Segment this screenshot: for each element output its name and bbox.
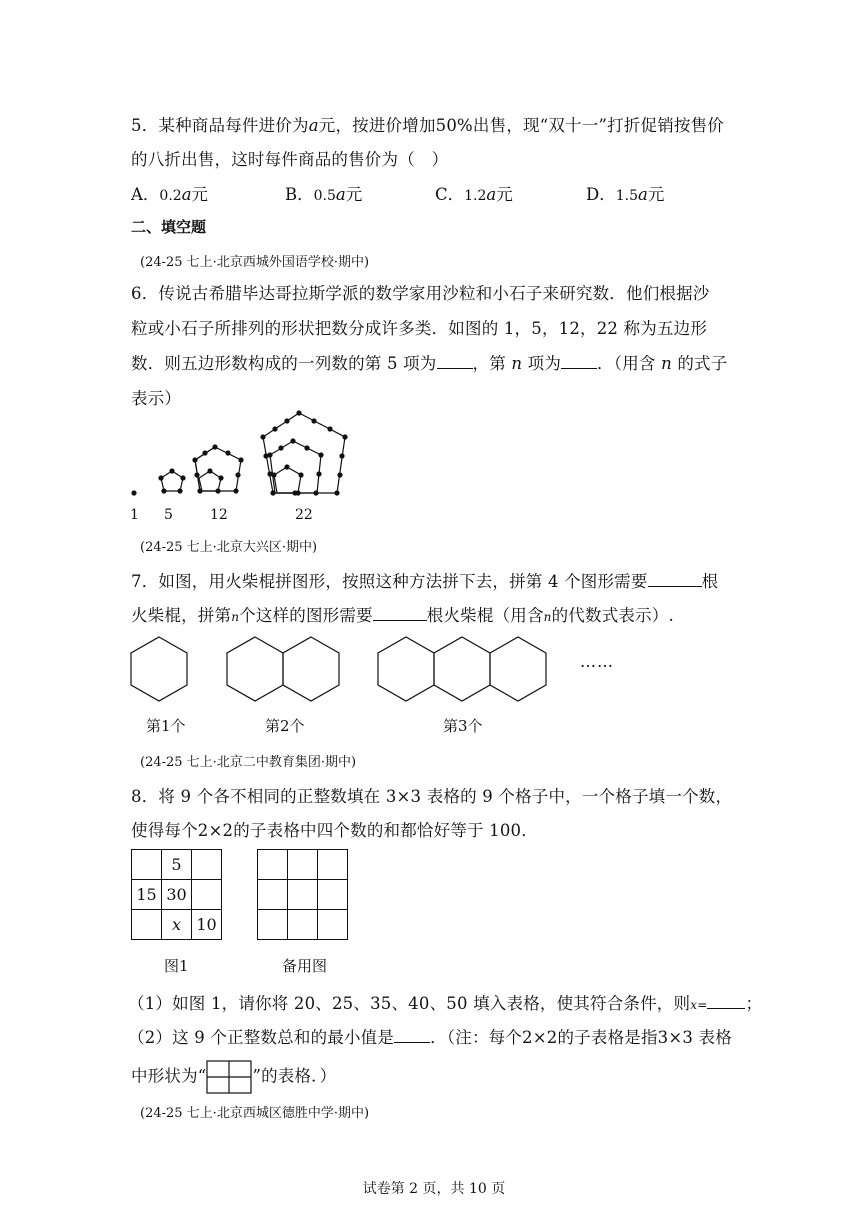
q8-line1: 8．将 9 个各不相同的正整数填在 3×3 表格的 9 个格子中，一个格子填一个数， <box>131 787 733 806</box>
q8-part2-line2 <box>131 1060 336 1094</box>
grid-cell <box>258 880 288 910</box>
q7-variable: n <box>543 610 552 624</box>
spare-figure-label: 备用图 <box>282 957 328 975</box>
figure-label-5: 5 <box>164 507 173 523</box>
q7-text: 的代数式表示）. <box>551 606 674 625</box>
grid-cell <box>318 910 348 940</box>
grid-cell <box>288 880 318 910</box>
option-coef: 1.5 <box>615 188 638 204</box>
grid-cell: 30 <box>162 880 192 910</box>
option-var: a <box>181 185 192 204</box>
q6-source: (24-25 七上·北京西城外国语学校·期中) <box>140 255 370 270</box>
q7-text: 根 <box>701 572 719 591</box>
grid-spare <box>257 849 348 940</box>
q8-line2: 使得每个2×2的子表格中四个数的和都恰好等于 100． <box>131 821 538 840</box>
section-title: 二、填空题 <box>131 218 207 236</box>
option-coef: 1.2 <box>464 188 487 204</box>
pentagon-5 <box>159 469 185 493</box>
figure-label-1: 1 <box>130 507 139 523</box>
option-label: A． <box>131 185 160 204</box>
q6-text: 项为 <box>527 354 562 373</box>
q7-text: 个这样的图形需要 <box>239 606 373 625</box>
grid-cell <box>132 850 162 880</box>
q5-line1 <box>131 112 724 136</box>
option-coef: 0.2 <box>159 188 182 204</box>
q6-text: 的式子 <box>677 354 728 373</box>
page-footer: 试卷第 2 页，共 10 页 <box>362 1181 506 1197</box>
q7-variable: n <box>231 610 240 624</box>
q8-text: ； <box>745 994 763 1013</box>
q8-part1 <box>128 990 762 1014</box>
option-unit: 元 <box>647 185 665 204</box>
grid-cell <box>318 880 348 910</box>
grid-figure-1 <box>131 849 222 940</box>
grid-cell: 10 <box>192 910 222 940</box>
q8-source: (24-25 七上·北京二中教育集团·期中) <box>140 755 357 770</box>
figure-label-12: 12 <box>210 507 228 523</box>
grid-cell <box>192 880 222 910</box>
option-var: a <box>486 185 497 204</box>
q8-text: （2）这 9 个正整数总和的最小值是 <box>128 1028 395 1047</box>
grid-cell: 5 <box>162 850 192 880</box>
q5-variable: a <box>308 116 319 135</box>
answer-blank[interactable] <box>707 994 745 1009</box>
q6-line4: 表示） <box>131 389 182 408</box>
q5-option-b <box>285 181 362 205</box>
q6-line3 <box>131 350 727 374</box>
option-label: C． <box>435 185 465 204</box>
grid-cell: x <box>162 910 192 940</box>
option-label: D． <box>586 185 616 204</box>
q6-variable: n <box>661 354 672 373</box>
figure-label-third: 第3个 <box>443 717 483 735</box>
pentagon-dot <box>132 491 136 495</box>
q7-line1 <box>131 568 718 592</box>
q7-source: (24-25 七上·北京大兴区·期中) <box>140 540 318 555</box>
next-question-source: (24-25 七上·北京西城区德胜中学·期中) <box>140 1106 370 1121</box>
grid-cell <box>288 910 318 940</box>
q6-text: ．（用含 <box>597 354 656 373</box>
q6-line2: 粒或小石子所排列的形状把数分成许多类．如图的 1，5，12，22 称为五边形 <box>131 319 708 338</box>
option-var: a <box>638 185 648 204</box>
q6-text: 数．则五边形数构成的一列数的第 5 项为 <box>131 354 437 373</box>
grid-cell <box>288 850 318 880</box>
figure-label-first: 第1个 <box>146 717 186 735</box>
hexagon-1 <box>131 637 187 701</box>
figure-label-second: 第2个 <box>265 717 305 735</box>
q8-text: ”的表格．） <box>252 1066 337 1086</box>
q5-option-d <box>586 181 664 205</box>
answer-blank[interactable] <box>648 572 702 587</box>
pentagon-22 <box>261 411 347 495</box>
q6-line1: 6．传说古希腊毕达哥拉斯学派的数学家用沙粒和小石子来研究数．他们根据沙 <box>131 284 710 303</box>
q8-text: 中形状为“ <box>131 1066 207 1086</box>
q7-text: 7．如图，用火柴棍拼图形，按照这种方法拼下去，拼第 4 个图形需要 <box>131 572 648 591</box>
grid-figure-label: 图1 <box>164 957 189 975</box>
q8-variable: x <box>690 998 698 1012</box>
q6-text: ，第 <box>472 354 506 373</box>
q5-line2: 的八折出售，这时每件商品的售价为（ ） <box>131 150 449 169</box>
hexagon-matchstick-figure <box>125 632 645 707</box>
hexagon-2 <box>227 637 339 701</box>
q6-variable: n <box>511 354 523 373</box>
answer-blank[interactable] <box>437 354 473 369</box>
ellipsis: …… <box>580 652 614 671</box>
q5-option-c <box>435 181 513 205</box>
q5-text: 元，按进价增加50%出售，现“双十一”打折促销按售价 <box>318 116 724 135</box>
grid-cell <box>192 850 222 880</box>
q8-text: = <box>697 998 708 1012</box>
option-label: B． <box>285 185 314 204</box>
q8-text: ．（注：每个2×2的子表格是指3×3 表格 <box>430 1028 732 1047</box>
q8-part2 <box>128 1024 732 1048</box>
q8-text: （1）如图 1，请你将 20、25、35、40、50 填入表格，使其符合条件，则 <box>128 994 691 1013</box>
answer-blank[interactable] <box>373 606 427 621</box>
answer-blank[interactable] <box>561 354 597 369</box>
option-unit: 元 <box>345 185 363 204</box>
figure-label-22: 22 <box>295 507 313 523</box>
two-by-two-grid-icon <box>206 1060 252 1094</box>
grid-cell <box>258 850 288 880</box>
option-coef: 0.5 <box>313 188 336 204</box>
q5-option-a <box>131 181 208 205</box>
grid-cell <box>132 910 162 940</box>
grid-cell <box>318 850 348 880</box>
q7-text: 火柴棍，拼第 <box>131 606 232 625</box>
answer-blank[interactable] <box>394 1028 430 1043</box>
q5-text: 5．某种商品每件进价为 <box>131 116 309 135</box>
q7-text: 根火柴棍（用含 <box>426 606 544 625</box>
grid-cell: 15 <box>132 880 162 910</box>
option-unit: 元 <box>191 185 209 204</box>
q7-line2 <box>131 602 674 626</box>
pentagon-12 <box>193 445 243 493</box>
option-unit: 元 <box>496 185 513 204</box>
pentagonal-numbers-figure <box>125 405 355 505</box>
hexagon-3 <box>378 637 546 701</box>
option-var: a <box>335 185 346 204</box>
grid-cell <box>258 910 288 940</box>
